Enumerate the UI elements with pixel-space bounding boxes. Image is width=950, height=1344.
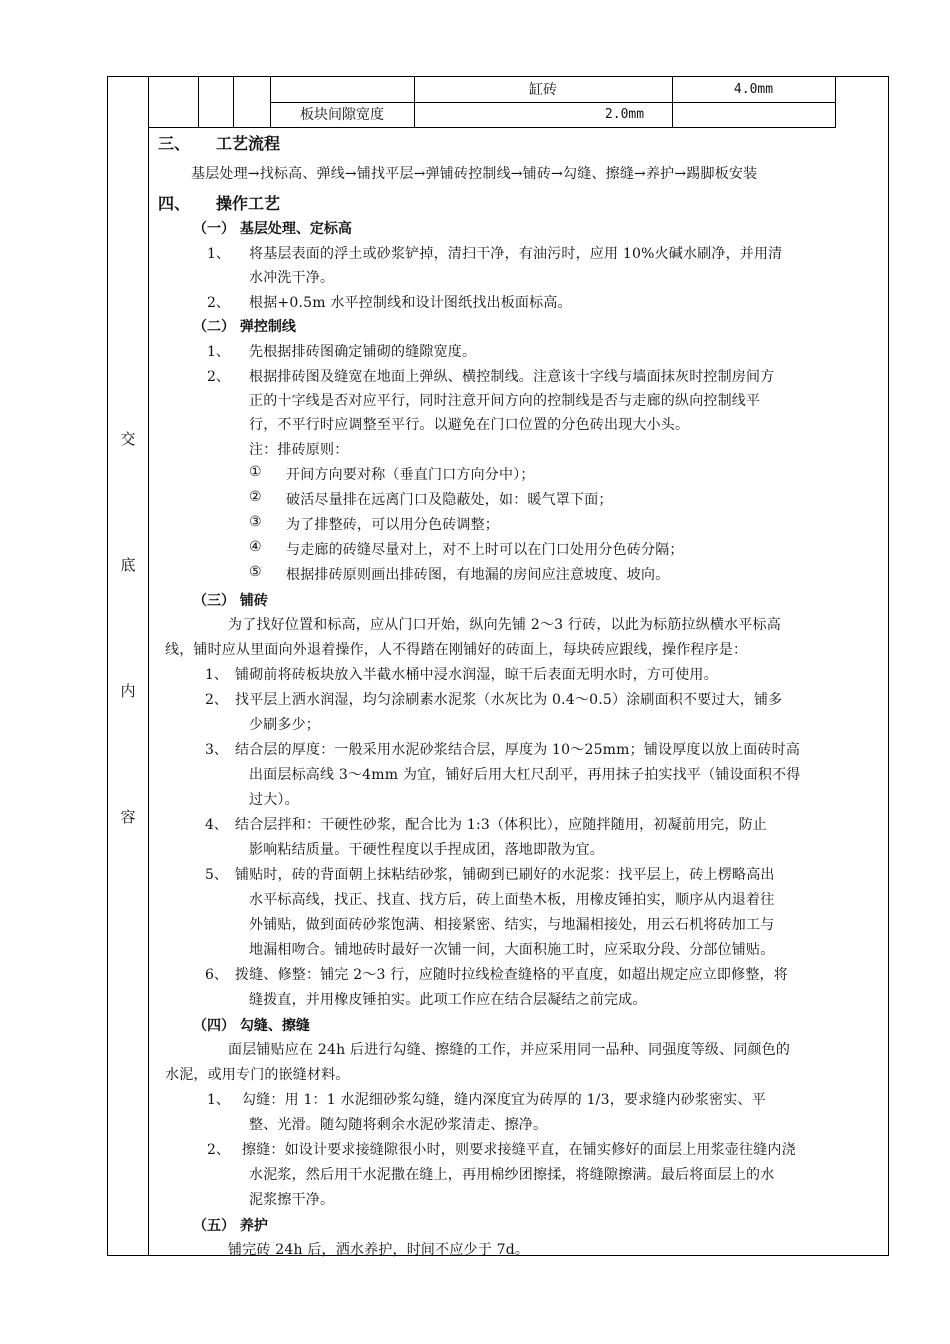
item-line: 结合层的厚度：一般采用水泥砂浆结合层，厚度为 10～25mm；铺设厚度以放上面砖时高 xyxy=(235,742,801,758)
rule-number: ① xyxy=(249,464,262,480)
paragraph-line: 铺完砖 24h 后，洒水养护，时间不应少于 7d。 xyxy=(228,1242,530,1258)
item-number: 4、 xyxy=(205,817,228,833)
item-line: 行，不平行时应调整至平行。以避免在门口位置的分色砖出现大小头。 xyxy=(249,417,690,433)
item-number: 2、 xyxy=(205,692,228,708)
section-number: 三、 xyxy=(158,134,191,153)
side-label-char: 交 xyxy=(120,430,136,448)
side-label-char: 底 xyxy=(120,556,136,574)
label-column-divider xyxy=(148,76,149,1256)
table-cell-value: 4.0mm xyxy=(733,82,774,97)
paragraph-line: 为了找好位置和标高，应从门口开始，纵向先铺 2～3 行砖，以此为标筋拉纵横水平标高 xyxy=(228,617,781,633)
table-cell-item: 缸砖 xyxy=(529,82,557,98)
item-line: 少刷多少； xyxy=(249,717,320,733)
item-line: 勾缝：用 1：1 水泥细砂浆勾缝，缝内深度宜为砖厚的 1/3，要求缝内砂浆密实、平 xyxy=(242,1092,766,1108)
process-flow: 基层处理→找标高、弹线→铺找平层→弹铺砖控制线→铺砖→勾缝、擦缝→养护→踢脚板安装 xyxy=(191,166,758,182)
item-number: 3、 xyxy=(205,742,228,758)
item-number: 2、 xyxy=(207,295,230,311)
rule-text: 开间方向要对称（垂直门口方向分中）； xyxy=(286,467,535,483)
item-line: 擦缝：如设计要求接缝隙很小时，则要求接缝平直，在铺实修好的面层上用浆壶往缝内浇 xyxy=(242,1142,796,1158)
item-line: 水泥浆，然后用干水泥撒在缝上，再用棉纱团擦揉，将缝隙擦满。最后将面层上的水 xyxy=(249,1167,775,1183)
item-line: 拨缝、修整：铺完 2～3 行，应随时拉线检查缝格的平直度，如超出规定应立即修整，将 xyxy=(235,967,788,983)
rule-text: 根据排砖原则画出排砖图，有地漏的房间应注意坡度、坡向。 xyxy=(286,567,670,583)
item-line: 铺贴时，砖的背面朝上抹粘结砂浆，铺砌到已刷好的水泥浆：找平层上，砖上楞略高出 xyxy=(235,867,775,883)
rule-text: 与走廊的砖缝尽量对上，对不上时可以在门口处用分色砖分隔； xyxy=(286,542,684,558)
item-line: 先根据排砖图确定铺砌的缝隙宽度。 xyxy=(249,344,477,360)
item-line: 外铺贴，做到面砖砂浆饱满、相接紧密、结实，与地漏相接处，用云石机将砖加工与 xyxy=(249,917,775,933)
item-line: 根据+0.5m 水平控制线和设计图纸找出板面标高。 xyxy=(249,295,572,311)
section-heading xyxy=(158,191,280,214)
section-number: 四、 xyxy=(158,194,191,213)
paragraph-line: 面层铺贴应在 24h 后进行勾缝、擦缝的工作，并应采用同一品种、同强度等级、同颜色的 xyxy=(228,1042,791,1058)
item-line: 缝拨直，并用橡皮锤拍实。此项工作应在结合层凝结之前完成。 xyxy=(249,992,647,1008)
table-cell-item: 板块间隙宽度 xyxy=(300,107,384,123)
rule-number: ⑤ xyxy=(249,564,262,580)
item-number: 1、 xyxy=(207,1092,230,1108)
item-line: 将基层表面的浮土或砂浆铲掉，清扫干净，有油污时，应用 10%火碱水刷净，并用清 xyxy=(249,246,783,262)
item-line: 铺砌前将砖板块放入半截水桶中浸水润湿，晾干后表面无明水时，方可使用。 xyxy=(235,667,718,683)
table-cell-value: 2.0mm xyxy=(604,107,645,122)
item-line: 根据排砖图及缝宽在地面上弹纵、横控制线。注意该十字线与墙面抹灰时控制房间方 xyxy=(249,369,775,385)
subsection-title: （四） 勾缝、擦缝 xyxy=(193,1018,310,1034)
rule-number: ④ xyxy=(249,539,262,555)
subsection-title: （二） 弹控制线 xyxy=(193,319,296,335)
item-line: 找平层上洒水润湿，均匀涂刷素水泥浆（水灰比为 0.4～0.5）涂刷面积不要过大，铺多 xyxy=(235,692,783,708)
section-title: 工艺流程 xyxy=(216,134,281,153)
subsection-title: （五） 养护 xyxy=(193,1218,268,1234)
section-heading xyxy=(158,131,280,154)
item-number: 6、 xyxy=(205,967,228,983)
subsection-title: （三） 铺砖 xyxy=(193,593,268,609)
item-number: 5、 xyxy=(205,867,228,883)
subsection-title: （一） 基层处理、定标高 xyxy=(193,221,352,237)
item-line: 水冲洗干净。 xyxy=(249,270,335,286)
paragraph-line: 水泥，或用专门的嵌缝材料。 xyxy=(165,1067,350,1083)
rule-text: 破活尽量排在远离门口及隐蔽处，如：暖气罩下面； xyxy=(286,492,613,508)
item-number: 1、 xyxy=(207,344,230,360)
section-title: 操作工艺 xyxy=(216,194,281,213)
item-line: 结合层拌和：干硬性砂浆，配合比为 1:3（体积比），应随拌随用，初凝前用完，防止 xyxy=(235,817,767,833)
item-line: 水平标高线，找正、找直、找方后，砖上面垫木板，用橡皮锤拍实，顺序从内退着往 xyxy=(249,892,775,908)
item-line: 出面层标高线 3～4mm 为宜，铺好后用大杠尺刮平，再用抹子拍实找平（铺设面积不得 xyxy=(249,767,801,783)
item-number: 2、 xyxy=(207,1142,230,1158)
rule-number: ② xyxy=(249,489,262,505)
note-label: 注：排砖原则： xyxy=(249,442,349,458)
item-line: 过大）。 xyxy=(249,792,299,808)
item-line: 正的十字线是否对应平行，同时注意开间方向的控制线是否与走廊的纵向控制线平 xyxy=(249,393,761,409)
item-line: 影响粘结质量。干硬性程度以手捏成团，落地即散为宜。 xyxy=(249,842,604,858)
item-number: 1、 xyxy=(205,667,228,683)
item-line: 整、光滑。随勾随将剩余水泥砂浆清走、擦净。 xyxy=(249,1117,548,1133)
paragraph-line: 线，铺时应从里面向外退着操作，人不得踏在刚铺好的砖面上，每块砖应跟线，操作程序是： xyxy=(165,642,748,658)
side-label-char: 内 xyxy=(120,682,136,700)
item-number: 2、 xyxy=(207,369,230,385)
item-line: 地漏相吻合。铺地砖时最好一次铺一间，大面积施工时，应采取分段、分部位铺贴。 xyxy=(249,942,775,958)
item-line: 泥浆擦干净。 xyxy=(249,1192,335,1208)
rule-number: ③ xyxy=(249,514,262,530)
rule-text: 为了排整砖，可以用分色砖调整； xyxy=(286,517,499,533)
item-number: 1、 xyxy=(207,246,230,262)
side-label-char: 容 xyxy=(120,808,136,826)
